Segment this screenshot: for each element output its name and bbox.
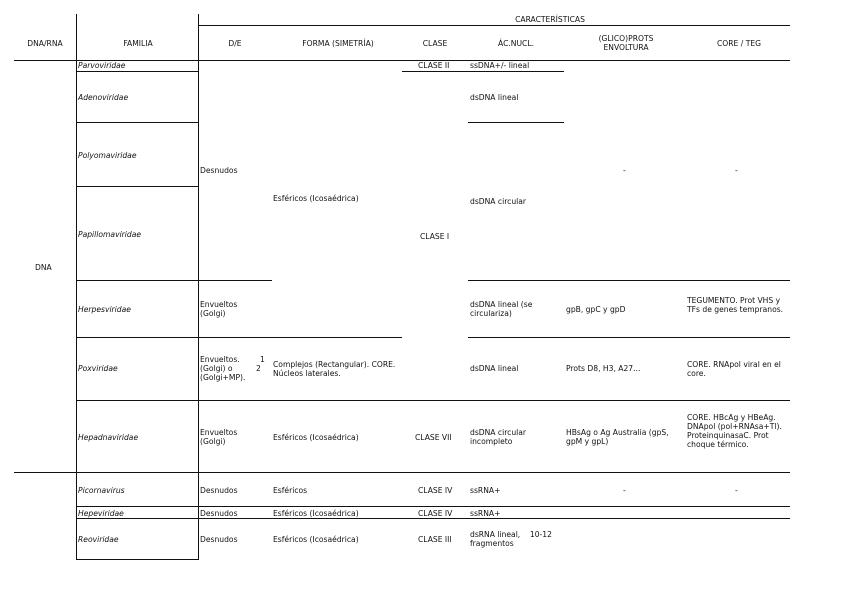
grid-line bbox=[14, 60, 790, 61]
grid-line bbox=[468, 280, 790, 281]
grid-line bbox=[76, 122, 198, 123]
grid-line bbox=[76, 518, 790, 519]
cell-reo-forma: Esféricos (Icosaédrica) bbox=[273, 535, 359, 544]
cell-pox-sup1: 1 bbox=[260, 355, 265, 364]
cell-hepe-ac: ssRNA+ bbox=[470, 509, 501, 518]
cell-picorna-de: Desnudos bbox=[200, 486, 238, 495]
cell-reo-ac: dsRNA lineal, 10-12 fragmentos bbox=[470, 530, 555, 548]
col-header-ac-nucl: ÁC.NUCL. bbox=[498, 39, 534, 48]
cell-hepadna-prots: HBsAg o Ag Australia (gpS, gpM y gpL) bbox=[566, 428, 669, 446]
grid-line bbox=[76, 400, 790, 401]
family-reoviridae: Reoviridae bbox=[78, 535, 119, 544]
cell-hepe-forma: Esféricos (Icosaédrica) bbox=[273, 509, 359, 518]
grid-line bbox=[76, 71, 198, 72]
cell-picorna-forma: Esféricos bbox=[273, 486, 308, 495]
family-poxviridae: Poxviridae bbox=[78, 364, 118, 373]
family-polyomaviridae: Polyomaviridae bbox=[78, 151, 137, 160]
cell-hepadna-de: Envueltos (Golgi) bbox=[200, 428, 238, 446]
col-header-core-teg: CORE / TEG bbox=[716, 39, 762, 48]
header-caracteristicas: CARACTERÍSTICAS bbox=[515, 15, 585, 24]
cell-pox-ac: dsDNA lineal bbox=[470, 364, 519, 373]
grid-line bbox=[468, 122, 564, 123]
grid-line bbox=[198, 25, 790, 26]
cell-hepadna-clase: CLASE VII bbox=[415, 433, 452, 442]
col-header-glicoprots: (GLICO)PROTS ENVOLTURA bbox=[598, 34, 654, 52]
cell-hepe-clase: CLASE IV bbox=[418, 509, 453, 518]
grid-line bbox=[14, 472, 790, 473]
group-label-dna: DNA bbox=[35, 263, 52, 272]
col-header-clase: CLASE bbox=[422, 39, 448, 48]
cell-pox-prots: Prots D8, H3, A27... bbox=[566, 364, 641, 373]
cell-picorna-core: - bbox=[735, 486, 738, 495]
grid-line bbox=[76, 14, 77, 560]
cell-de-desnudos-group: Desnudos bbox=[200, 166, 238, 175]
grid-line bbox=[402, 71, 564, 72]
cell-parvo-ac: ssDNA+/- lineal bbox=[470, 61, 530, 70]
cell-herpes-ac: dsDNA lineal (se circulariza) bbox=[470, 300, 533, 318]
cell-herpes-prots: gpB, gpC y gpD bbox=[566, 305, 626, 314]
family-herpesviridae: Herpesviridae bbox=[78, 305, 131, 314]
family-adenoviridae: Adenoviridae bbox=[78, 93, 129, 102]
grid-line bbox=[76, 186, 198, 187]
cell-core-dash-upper: - bbox=[735, 166, 738, 175]
grid-line bbox=[76, 559, 198, 560]
cell-prots-dash-upper: - bbox=[623, 166, 626, 175]
grid-line bbox=[76, 280, 272, 281]
col-header-forma: FORMA (SIMETRÍA) bbox=[302, 39, 374, 48]
cell-hepadna-forma: Esféricos (Icosaédrica) bbox=[273, 433, 359, 442]
cell-picorna-ac: ssRNA+ bbox=[470, 486, 501, 495]
family-hepadnaviridae: Hepadnaviridae bbox=[78, 433, 139, 442]
grid-line bbox=[76, 337, 402, 338]
cell-pox-de: Envueltos. (Golgi) o (Golgi+MP). bbox=[200, 355, 246, 382]
cell-picorna-prots: - bbox=[623, 486, 626, 495]
grid-line bbox=[76, 506, 790, 507]
family-picornavirus: Picornavirus bbox=[78, 486, 125, 495]
cell-polypapi-ac: dsDNA circular bbox=[470, 197, 527, 206]
cell-pox-sup2: 2 bbox=[256, 364, 261, 373]
cell-reo-clase: CLASE III bbox=[418, 535, 452, 544]
grid-line bbox=[198, 14, 199, 560]
cell-clase-i: CLASE I bbox=[420, 232, 450, 241]
cell-herpes-de: Envueltos (Golgi) bbox=[200, 300, 238, 318]
cell-pox-core: CORE. RNApol viral en el core. bbox=[687, 360, 781, 378]
col-header-familia: FAMILIA bbox=[123, 39, 153, 48]
cell-herpes-core: TEGUMENTO. Prot VHS y TFs de genes tempranos. bbox=[687, 296, 784, 314]
family-parvoviridae: Parvoviridae bbox=[78, 61, 126, 70]
cell-pox-forma: Complejos (Rectangular). CORE. Núcleos laterales. bbox=[273, 360, 396, 378]
cell-reo-de: Desnudos bbox=[200, 535, 238, 544]
col-header-dna-rna: DNA/RNA bbox=[27, 39, 63, 48]
col-header-de: D/E bbox=[228, 39, 242, 48]
cell-forma-esfericos-group: Esféricos (Icosaédrica) bbox=[273, 194, 359, 203]
grid-line bbox=[468, 337, 790, 338]
cell-hepe-de: Desnudos bbox=[200, 509, 238, 518]
cell-picorna-clase: CLASE IV bbox=[418, 486, 453, 495]
cell-adeno-ac: dsDNA lineal bbox=[470, 93, 519, 102]
family-papillomaviridae: Papillomaviridae bbox=[78, 230, 142, 239]
cell-hepadna-ac: dsDNA circular incompleto bbox=[470, 428, 527, 446]
family-hepeviridae: Hepeviridae bbox=[78, 509, 124, 518]
cell-hepadna-core: CORE. HBcAg y HBeAg. DNApol (pol+RNAsa+Tl). ProteinquinasaC. Prot choque térmico. bbox=[687, 413, 782, 449]
cell-parvo-clase: CLASE II bbox=[418, 61, 450, 70]
